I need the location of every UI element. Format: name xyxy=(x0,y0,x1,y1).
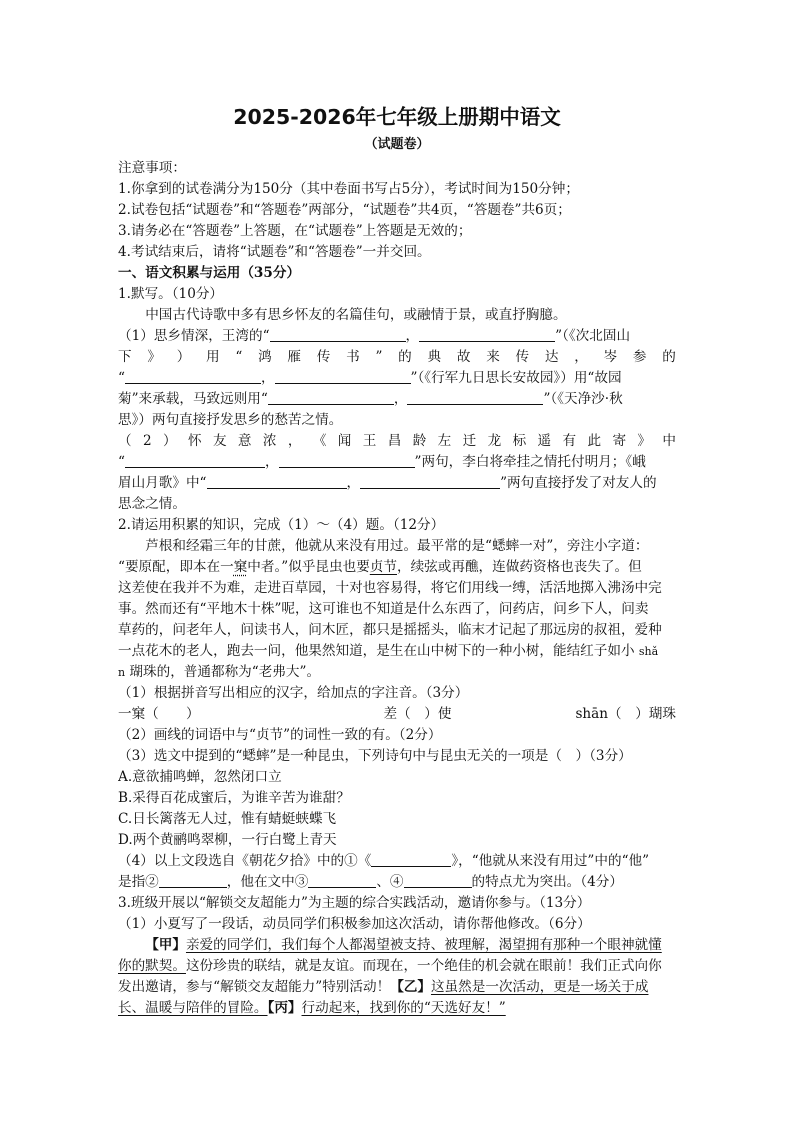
question-label: 1.默写。（10分） xyxy=(118,286,224,302)
option[interactable]: C.日长篱落无人过，惟有蜻蜓蛱蝶飞 xyxy=(118,811,337,827)
passage-line: 事。然而还有“平地木十株”呢，这可谁也不知道是什么东西了，问药店，问乡下人，问卖 xyxy=(118,601,649,617)
answer-slot[interactable]: 差（ ）使 xyxy=(383,706,452,722)
passage-line: 你的默契。这份珍贵的联结，就是友谊。而现在，一个绝佳的机会就在眼前！我们正式向你 xyxy=(118,958,662,974)
question-2 xyxy=(118,515,676,893)
q1-line-7: “ ， ”两句，李白将牵挂之情托付明月；《峨 xyxy=(118,454,646,470)
sub-question: （4）以上文段选自《朝花夕拾》中的①《 》，“他就从来没有用过”中的“他” xyxy=(118,853,650,869)
answer-blank[interactable] xyxy=(125,369,261,384)
tag-jia: 【甲】 xyxy=(145,937,186,953)
notes-section xyxy=(118,158,676,263)
page-subtitle: （试题卷） xyxy=(364,137,430,152)
answer-blank[interactable] xyxy=(371,852,451,867)
passage-line: 草药的，问老年人，问读书人，问木匠，都只是摇摇头，临末才记起了那远房的叔祖，爱种 xyxy=(118,622,662,638)
sub-question: 是指② ，他在文中③ 、④ 的特点尤为突出。（4分） xyxy=(118,874,623,890)
q1-line-5: 思》）两句直接抒发思乡的愁苦之情。 xyxy=(118,412,343,428)
q1-line-2: 下 》 ） 用 “ 鸿 雁 传 书 ” 的 典 故 来 传 达 ， 岑 参 的 xyxy=(118,349,676,365)
q1-line-3: “ ， ”（《行军九日思长安故园》）用“故园 xyxy=(118,370,622,386)
answer-blank[interactable] xyxy=(279,453,415,468)
passage-line: 【甲】亲爱的同学们，我们每个人都渴望被支持、被理解，渴望拥有那种一个眼神就懂 xyxy=(145,937,662,953)
page-title: 2025-2026年七年级上册期中语文 xyxy=(233,105,561,129)
passage-line: 发出邀请，参与“解锁交友超能力”特别活动！【乙】这虽然是一次活动，更是一场关于成 xyxy=(118,979,649,995)
note-item: 4.考试结束后，请将“试题卷”和“答题卷”一并交回。 xyxy=(118,244,431,260)
note-item: 1.你拿到的试卷满分为150分（其中卷面书写占5分），考试时间为150分钟； xyxy=(118,181,579,197)
note-item: 3.请务必在“答题卷”上答题，在“试题卷”上答题是无效的； xyxy=(118,223,472,239)
question-1 xyxy=(118,284,676,515)
passage-line: 这差使在我并不为难，走进百草园，十对也容易得，将它们用线一缚，活活地掷入沸汤中完 xyxy=(118,580,662,596)
option[interactable]: B.采得百花成蜜后，为谁辛苦为谁甜？ xyxy=(118,790,350,806)
q1-line-9: 思念之情。 xyxy=(118,496,186,512)
passage-line: “要原配，即本在一窠中者。”似乎昆虫也要贞节，续弦或再醮，连做药资格也丧失了。但 xyxy=(118,559,642,575)
answer-blank[interactable] xyxy=(268,390,394,405)
answer-blank[interactable] xyxy=(125,453,265,468)
passage-line: 长、温暖与陪伴的冒险。【丙】行动起来，找到你的“天选好友！” xyxy=(118,1000,506,1016)
question-intro: 中国古代诗歌中多有思乡怀友的名篇佳句，或融情于景，或直抒胸臆。 xyxy=(145,307,567,323)
option[interactable]: A.意欲捕鸣蝉，忽然闭口立 xyxy=(118,769,282,785)
answer-blank[interactable] xyxy=(308,873,376,888)
answer-blank[interactable] xyxy=(159,873,227,888)
sub-question: （2）画线的词语中与“贞节”的词性一致的有。（2分） xyxy=(118,727,442,743)
pinyin: shǎ xyxy=(638,645,659,658)
passage-line: 芦根和经霜三年的甘蔗，他就从来没有用过。最平常的是“蟋蟀一对”，旁注小字道： xyxy=(145,538,649,554)
answer-slot[interactable]: 一窠（ ） xyxy=(118,706,200,722)
answer-blank[interactable] xyxy=(404,873,472,888)
tag-bing: 【丙】 xyxy=(267,1000,302,1016)
answer-blank[interactable] xyxy=(207,474,347,489)
section-heading: 一、语文积累与运用（35分） xyxy=(118,265,301,281)
answer-blank[interactable] xyxy=(275,369,411,384)
pinyin-answer-row xyxy=(118,704,676,725)
tag-yi: 【乙】 xyxy=(390,979,431,995)
answer-blank[interactable] xyxy=(270,327,406,342)
passage-line: 一点花木的老人，跑去一问，他果然知道，是生在山中树下的一种小树，能结红子如小 shǎ xyxy=(118,643,659,659)
q1-line-4: 菊”来承载，马致远则用“ ， ”（《天净沙·秋 xyxy=(118,391,623,407)
q1-line-6: （ 2 ） 怀 友 意 浓 ， 《 闻 王 昌 龄 左 迁 龙 标 遥 有 此 寄 》 中 xyxy=(118,433,676,449)
dotted-char: 窠 xyxy=(233,559,248,575)
q1-line-8: 眉山月歌》中“ ， ”两句直接抒发了对友人的 xyxy=(118,475,657,491)
sub-question: （1）小夏写了一段话，动员同学们积极参加这次活动，请你帮他修改。（6分） xyxy=(118,916,591,932)
answer-slot[interactable]: shān（ ）瑚珠 xyxy=(575,706,676,722)
answer-blank[interactable] xyxy=(407,390,543,405)
exam-page xyxy=(118,100,676,1019)
sub-question: （3）选文中提到的“蟋蟀”是一种昆虫，下列诗句中与昆虫无关的一项是（ ）（3分） xyxy=(118,748,632,764)
q1-line-1: （1）思乡情深，王湾的“ ， ”（《次北固山 xyxy=(118,328,631,344)
question-label: 3.班级开展以“解锁交友超能力”为主题的综合实践活动，邀请你参与。（13分） xyxy=(118,895,591,911)
option[interactable]: D.两个黄鹂鸣翠柳，一行白鹭上青天 xyxy=(118,832,337,848)
question-label: 2.请运用积累的知识，完成（1）～（4）题。（12分） xyxy=(118,517,445,533)
passage-line: n 瑚珠的，普通都称为“老弗大”。 xyxy=(118,664,321,680)
underlined-word: 贞节 xyxy=(369,559,397,575)
sub-question: （1）根据拼音写出相应的汉字，给加点的字注音。（3分） xyxy=(118,685,469,701)
answer-blank[interactable] xyxy=(360,474,500,489)
note-item: 2.试卷包括“试题卷”和“答题卷”两部分，“试题卷”共4页，“答题卷”共6页； xyxy=(118,202,571,218)
question-3 xyxy=(118,893,676,1019)
notes-heading: 注意事项： xyxy=(118,160,186,176)
answer-blank[interactable] xyxy=(419,327,555,342)
